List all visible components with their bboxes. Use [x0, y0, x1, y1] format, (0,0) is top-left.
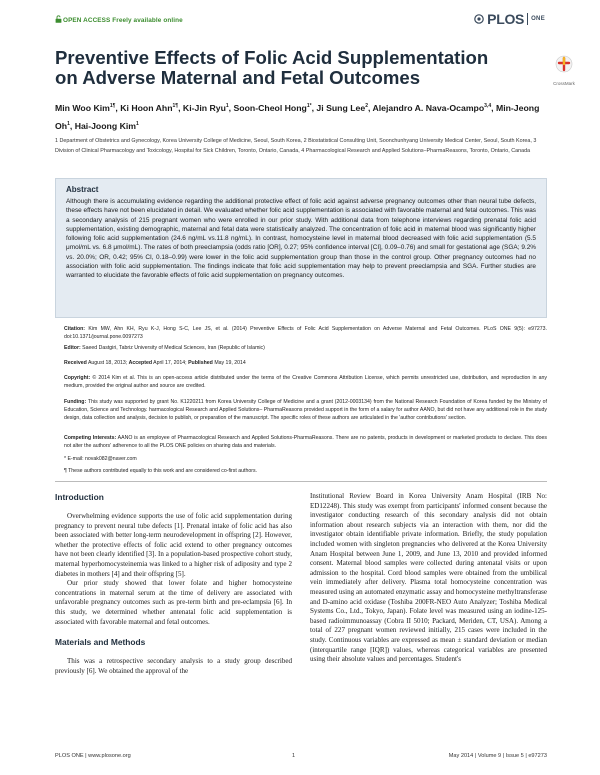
intro-paragraph-1: Overwhelming evidence supports the use of folic acid supplementation during pregnancy to prevent neural tube defects [1]. Prenatal intake of folic acid has also been associated with better long-term neurodevelopment in offspring [2]. However, whether the protective effects of folic acid extend to other pregnancy outcomes have not been clearly identified [3]. In a population-based prospective cohort study, maternal hyperhomocysteinemia was linked to a higher risk of adiposity and type 2 diabetes in mothers [4] and their offspring [5]. [55, 512, 292, 578]
author-affiliation-marker: 3,4 [484, 103, 492, 109]
abstract-heading: Abstract [66, 185, 99, 194]
plos-wordmark: PLOS [487, 11, 525, 27]
citation-label: Citation: [64, 326, 86, 332]
competing-interests [64, 434, 547, 450]
equal-note-text: ¶ These authors contributed equally to this work and are considered co-first authors. [64, 468, 258, 474]
right-column [310, 492, 547, 665]
copyright-label: Copyright: [64, 375, 91, 381]
author-separator: , [491, 102, 496, 113]
author-list [55, 98, 555, 134]
author-affiliation-marker: 1¶ [109, 103, 116, 109]
published-date: May 19, 2014 [214, 360, 246, 366]
page-footer [55, 753, 547, 763]
dates [64, 359, 547, 367]
received-label: Received [64, 360, 87, 366]
section-divider [55, 481, 547, 482]
author-separator: , [228, 102, 234, 113]
open-access-text: OPEN ACCESS Freely available online [63, 17, 183, 24]
introduction-heading: Introduction [55, 492, 104, 502]
editor [64, 344, 547, 352]
author-separator: , [178, 102, 183, 113]
logo-divider [527, 13, 528, 25]
copyright-text: © 2014 Kim et al. This is an open-access article distributed under the terms of the Creative Commons Attribution License, which permits unrestricted use, distribution, and reproduction in any medium, provided the original author and source are credited. [64, 375, 547, 390]
author-affiliation-marker: 1* [306, 103, 312, 109]
author-name: Soon-Cheol Hong [233, 102, 307, 113]
author-name: Alejandro A. Nava-Ocampo [372, 102, 485, 113]
accepted-date: April 17, 2014; [153, 360, 187, 366]
author-separator: , [367, 102, 373, 113]
crossmark-label: CrossMark [553, 81, 575, 86]
author-affiliation-marker: 1 [135, 120, 139, 127]
author-name: Ki-Jin Ryu [182, 102, 226, 113]
methods-paragraph-continued: Institutional Review Board in Korea University Anam Hospital (IRB No: ED12248). This study was exempt from participants' informed consent because the investigator conducting research of this secondary analysis did not obtain information about research subjects via an interaction with them, nor did the investigator obtain identifiable private information. Briefly, the study population included women with singleton pregnancies who delivered at the Korea University Anam Hospital between June 1, 2009, and June 13, 2010 and provided informed consent. Maternal blood samples were collected during antenatal visits or upon admission to the hospital. Cord blood samples were obtained from the umbilical vein immediately after delivery. Plasma total homocysteine concentration was measured using an automated enzymatic assay and homocysteine methyltransferase and D-amino acid oxidase (Toshiba 200FR-NEO Auto Analyzer; Toshiba Medical Systems Co., Ltd., Tokyo, Japan). Folate level was measured using an iodine-125-based radioimmunoassay (Cobra II 5010; Packard, Meriden, CT, USA). Among a total of 227 pregnant women reviewed initially, 215 cases were included in the study. Continuous variables are expressed as mean ± standard deviation or median (interquartile range [IQR]) values, whereas categorical variables are presented using their absolute values and percentages. Student's [310, 492, 547, 664]
author-affiliation-marker: 1 [225, 103, 229, 109]
author-separator: , [115, 102, 121, 113]
author-name: Min-Jeong Oh [55, 102, 540, 131]
author-affiliation-marker: 1¶ [172, 103, 179, 109]
received-date: August 18, 2013; [87, 360, 128, 366]
email-text[interactable]: * E-mail: novak082@naver.com [64, 456, 137, 462]
published-label: Published [188, 360, 213, 366]
intro-paragraph-2: Our prior study showed that lower folate and higher homocysteine concentrations in maternal serum at the time of delivery are associated with unfavorable pregnancy outcomes such as pre-term birth and pre-eclampsia [6]. In this study, we determined whether antenatal folic acid supplementation is associated with favorable maternal and fetal outcomes. [55, 579, 292, 626]
open-access-lock-icon [55, 15, 62, 23]
author-name: Ji Sung Lee [316, 102, 366, 113]
affiliations: 1 Department of Obstetrics and Gynecology, Korea University College of Medicine, Seoul, South Korea, 2 Biostatistical Consulting Unit, Soonchunhyang University Medical Center, Seoul, South Korea, 3 Division of Clinical Pharmacology and Toxicology, Hospital for Sick Children, Toronto, Ontario, Canada, 4 Pharmacological Research and Applied Solutions–PharmaReasons, Toronto, Ontario, Canada [55, 138, 537, 154]
copyright [64, 374, 547, 390]
open-access-banner [55, 15, 183, 24]
author-name: Min Woo Kim [55, 102, 110, 113]
plos-one-logo [474, 11, 545, 27]
left-column [55, 492, 292, 676]
methods-heading: Materials and Methods [55, 637, 146, 648]
editor-label: Editor: [64, 345, 81, 351]
funding-label: Funding: [64, 399, 87, 405]
abstract-box [55, 178, 547, 318]
equal-contribution-note [64, 467, 547, 475]
page-number: 1 [292, 753, 296, 759]
author-name: Ki Hoon Ahn [120, 102, 173, 113]
funding [64, 398, 547, 423]
citation [64, 325, 547, 341]
competing-label: Competing Interests: [64, 435, 117, 441]
one-wordmark: ONE [531, 16, 545, 22]
citation-text: Kim MW, Ahn KH, Ryu K-J, Hong S-C, Lee JS, et al. (2014) Preventive Effects of Folic Acid Supplementation on Adverse Maternal and Fetal Outcomes. PLoS ONE 9(5): e97273. doi:10.1371/journal.pone.0097273 [64, 326, 547, 341]
author-separator: , [69, 120, 75, 131]
methods-paragraph-1: This was a retrospective secondary analysis to a study group described previously [6]. We obtained the approval of the [55, 657, 292, 675]
corresponding-email[interactable] [64, 455, 547, 463]
author-separator: , [311, 102, 317, 113]
editor-text: Saeed Dastgiri, Tabriz University of Medical Sciences, Iran (Republic of Islamic) [82, 345, 265, 351]
plos-mark-icon [474, 14, 484, 24]
footer-journal: PLOS ONE | www.plosone.org [55, 753, 131, 759]
author-affiliation-marker: 1 [67, 120, 70, 127]
footer-issue: May 2014 | Volume 9 | Issue 5 | e97273 [448, 753, 547, 759]
abstract-text: Although there is accumulating evidence regarding the additional protective effect of folic acid against adverse pregnancy outcomes other than neural tube defects, these effects have not been elucidated in detail. We evaluated whether folic acid supplementation is associated with favorable maternal and fetal outcomes. This was a secondary analysis of 215 pregnant women who were enrolled in our prior study. With additional data from telephone interviews regarding prenatal folic acid supplementation, existing demographic, maternal and fetal data were statistically analyzed. The concentration of folic acid in maternal blood was significantly higher following folic acid supplementation (24.6 ng/mL vs.11.8 ng/mL). In contrast, homocysteine level in maternal blood decreased with folic acid supplementation (5.5 μmol/mL vs. 6.8 μmol/mL). The rates of both preeclampsia (odds ratio [OR], 0.27; 95% confidence interval [CI], 0.09–0.76) and small for gestational age (SGA; 9.2% vs. 20.0%; OR, 0.42; 95% CI, 0.18–0.99) were lower in the folic acid supplementation group than those in the control group. Other pregnancy outcomes had no association with folic acid supplementation. The findings indicate that folic acid supplementation may help to prevent preeclampsia and SGA. Further studies are warranted to elucidate the favorable effects of folic acid supplementation on pregnancy outcomes. [66, 198, 536, 280]
crossmark-icon [555, 55, 573, 75]
competing-text: AANO is an employee of Pharmacological Research and Applied Solutions-PharmaReasons. There are no patents, products in development or marketed products to declare. This does not alter the authors' adherence to all the PLOS ONE policies on sharing data and materials. [64, 435, 548, 450]
funding-text: This study was supported by grant No. K1220211 from Korea University College of Medicine and a grant (2012-0003134) from the National Research Foundation of Korea funded by the Ministry of Education, Science and Technology. harmacological Research and Applied Solutions– PharmaReasons provided support in the form of a salary for author AANO, but did not have any additional role in the study design, data collection and analysis, decision to publish, or preparation of the manuscript. The specific roles of these authors are articulated in the 'author contributions' section. [64, 399, 547, 422]
journal-header [55, 13, 545, 31]
crossmark-badge[interactable] [550, 55, 578, 86]
author-affiliation-marker: 2 [365, 103, 368, 109]
accepted-label: Accepted [128, 360, 152, 366]
article-title: Preventive Effects of Folic Acid Supplementation on Adverse Maternal and Fetal Outcomes [55, 47, 489, 88]
author-name: Hai-Joong Kim [74, 120, 136, 131]
